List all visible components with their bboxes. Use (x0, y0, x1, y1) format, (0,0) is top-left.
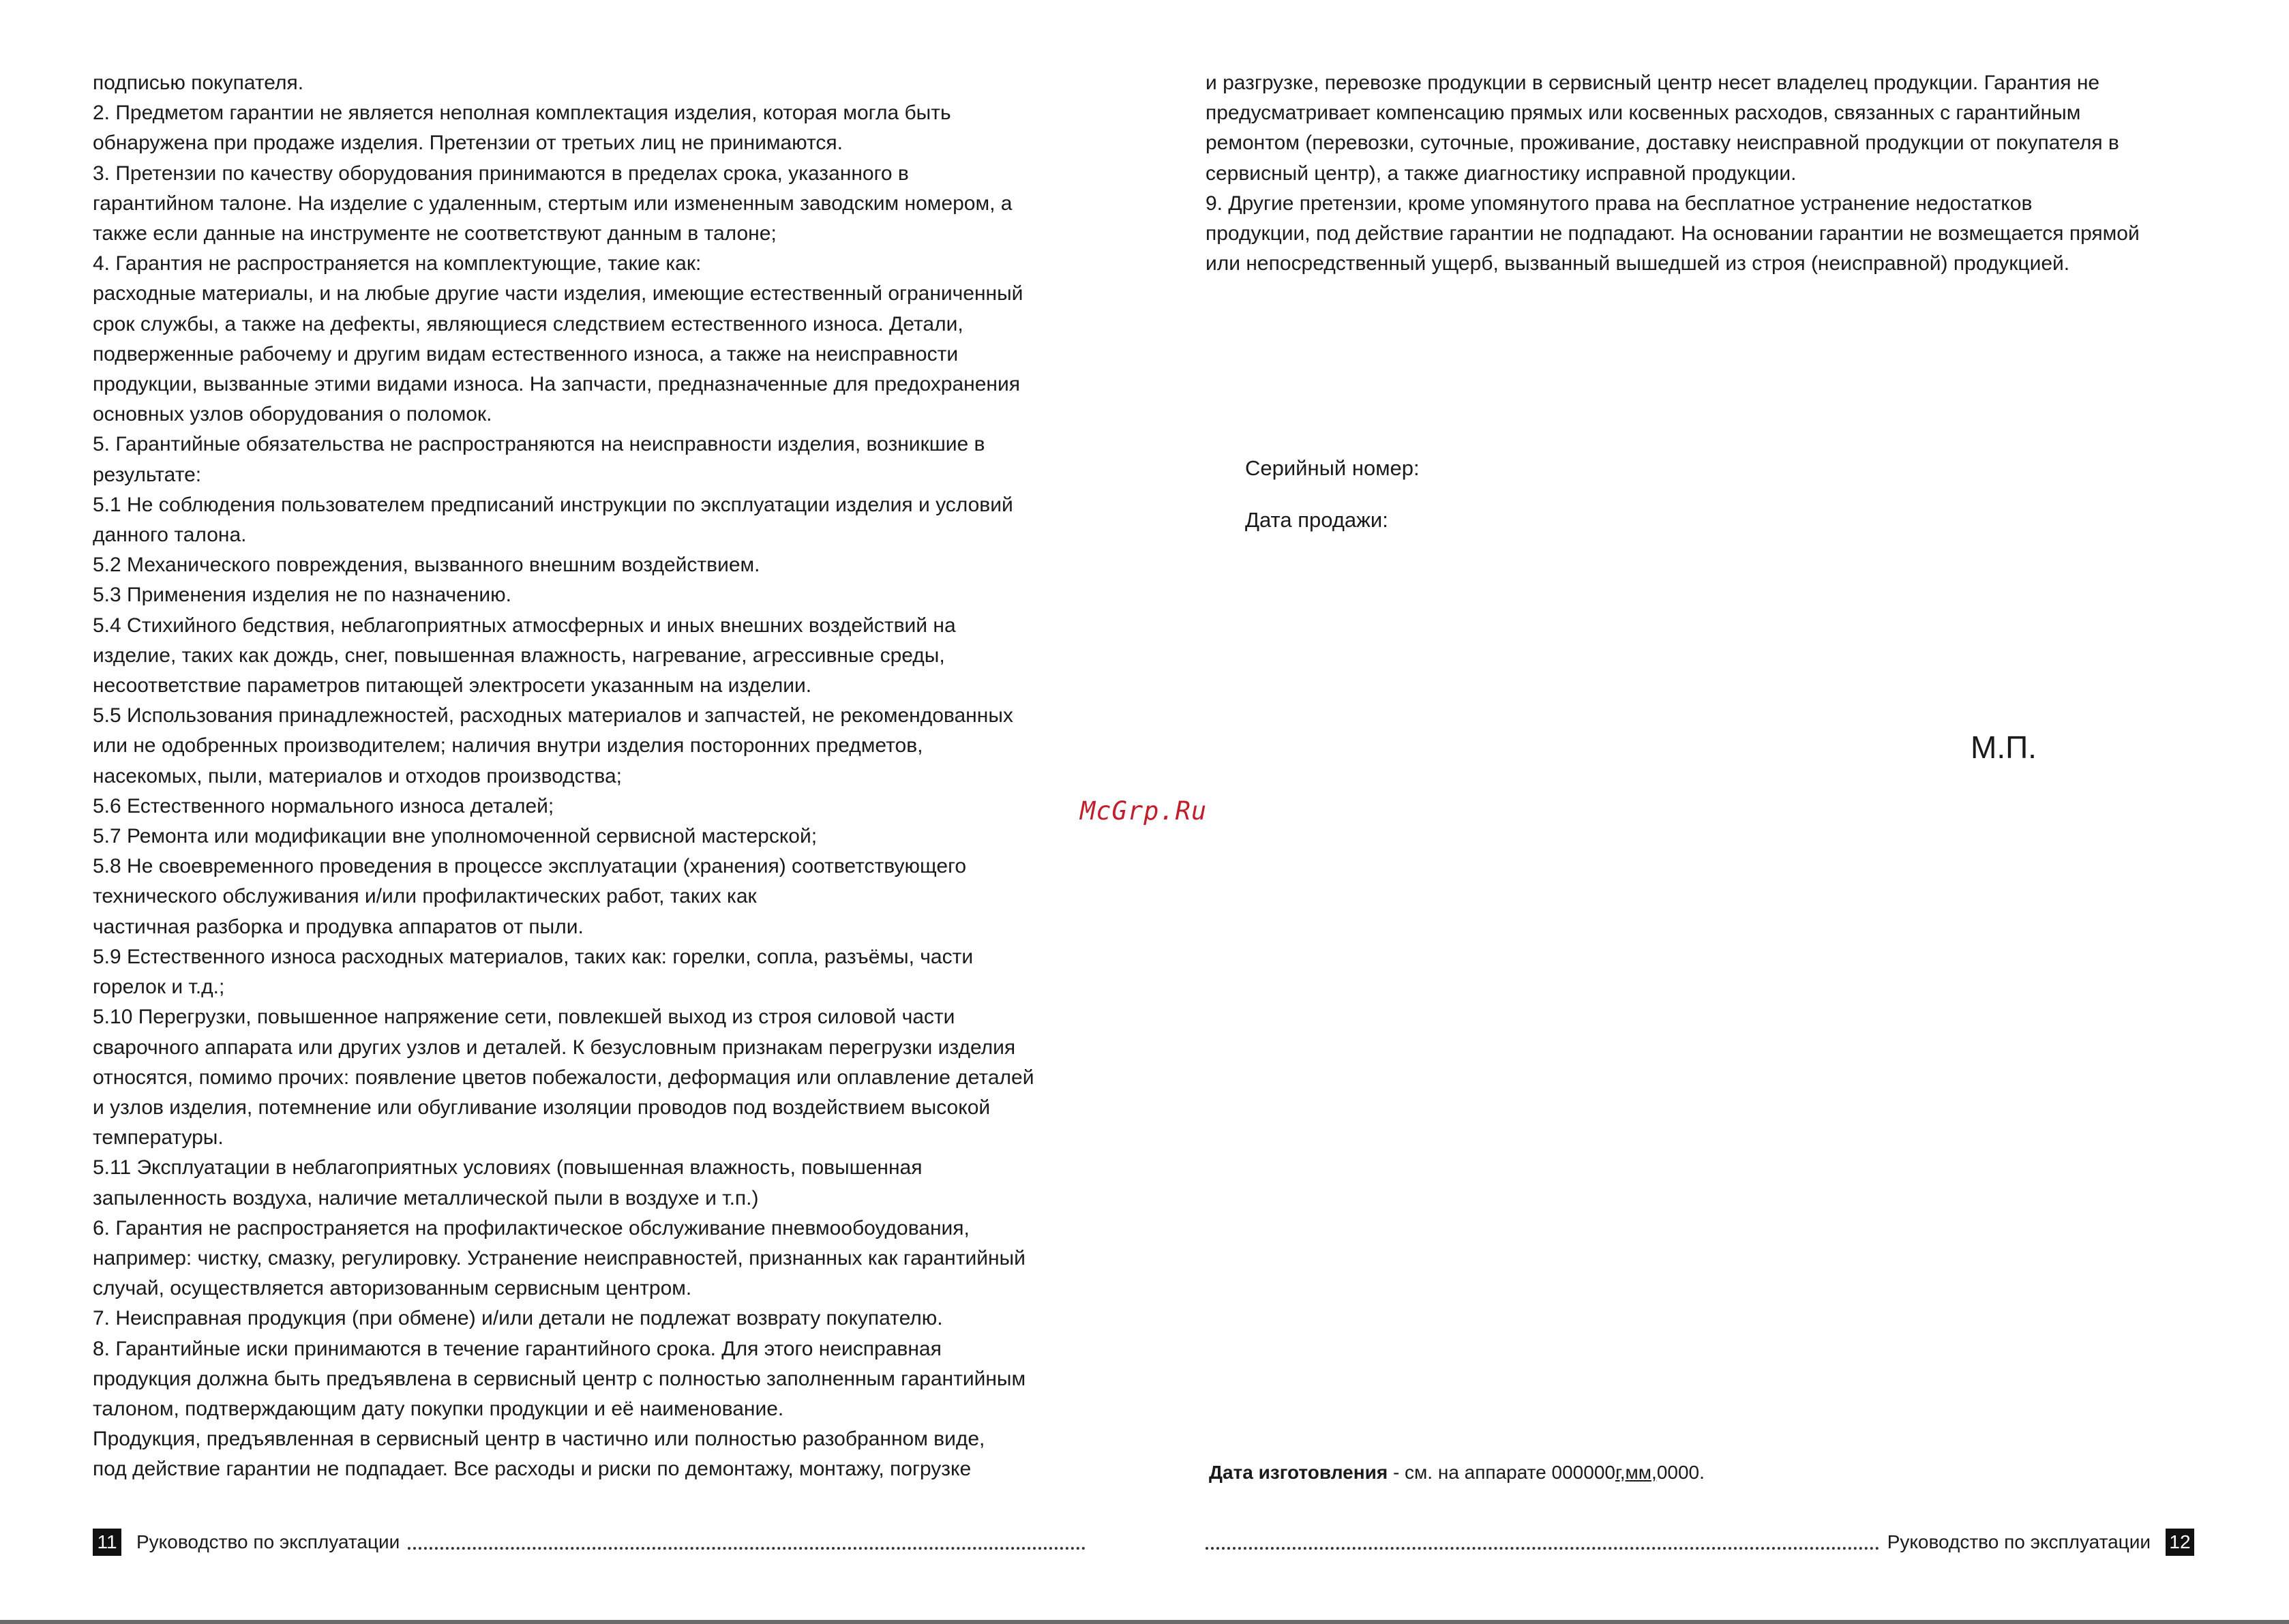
text-line: 4. Гарантия не распространяется на комплектующие, такие как: (93, 252, 702, 275)
text-line: изделие, таких как дождь, снег, повышенная влажность, нагревание, агрессивные среды, (93, 644, 945, 667)
text-line: 7. Неисправная продукция (при обмене) и/или детали не подлежат возврату покупателю. (93, 1307, 943, 1330)
bottom-edge-bar (0, 1620, 2289, 1624)
text-line: например: чистку, смазку, регулировку. Устранение неисправностей, признанных как гарантийный (93, 1246, 1026, 1269)
text-line: или непосредственный ущерб, вызванный вышедшей из строя (неисправной) продукцией. (1206, 252, 2070, 275)
page-number: 11 (93, 1529, 121, 1556)
right-page-footer (1206, 1527, 2194, 1557)
text-line: относятся, помимо прочих: появление цветов побежалости, деформация или оплавление деталей (93, 1066, 1034, 1089)
text-line: гарантийном талоне. На изделие с удаленным, стертым или измененным заводским номером, а (93, 192, 1013, 215)
text-line: 5.6 Естественного нормального износа деталей; (93, 794, 554, 817)
text-line: продукции, вызванные этими видами износа. На запчасти, предназначенные для предохранения (93, 373, 1020, 396)
text-line: подписью покупателя. (93, 72, 304, 94)
watermark: McGrp.Ru (1080, 796, 1208, 826)
text-line: насекомых, пыли, материалов и отходов производства; (93, 764, 622, 787)
right-page-text (1206, 68, 2201, 279)
text-line: запыленность воздуха, наличие металлической пыли в воздухе и т.п.) (93, 1186, 759, 1209)
text-line: или не одобренных производителем; наличия внутри изделия посторонних предметов, (93, 734, 923, 757)
text-line: технического обслуживания и/или профилактических работ, таких как (93, 885, 757, 908)
text-line: продукции, под действие гарантии не подпадают. На основании гарантии не возмещается прямой (1206, 222, 2140, 245)
dotted-leader (408, 1544, 1086, 1550)
manufacture-date-suffix: 0000. (1656, 1462, 1705, 1483)
text-line: 5.11 Эксплуатации в неблагоприятных условиях (повышенная влажность, повышенная (93, 1156, 923, 1179)
text-line: 5.10 Перегрузки, повышенное напряжение сети, повлекшей выход из строя силовой части (93, 1006, 955, 1029)
manufacture-date-code: г,мм, (1615, 1462, 1657, 1483)
manufacture-date-text: - см. на аппарате 000000 (1388, 1462, 1615, 1483)
text-line: предусматривает компенсацию прямых или косвенных расходов, связанных с гарантийным (1206, 102, 2081, 125)
text-line: 5.4 Стихийного бедствия, неблагоприятных атмосферных и иных внешних воздействий на (93, 614, 956, 637)
text-line: 3. Претензии по качеству оборудования принимаются в пределах срока, указанного в (93, 162, 909, 185)
text-line: ремонтом (перевозки, суточные, проживание, доставку неисправной продукции от покупателя в (1206, 132, 2119, 155)
left-page-footer (93, 1527, 1086, 1557)
text-line: 5.7 Ремонта или модификации вне уполномоченной сервисной мастерской; (93, 825, 818, 848)
text-line: сварочного аппарата или других узлов и деталей. К безусловным признакам перегрузки изделия (93, 1036, 1016, 1059)
text-line: 2. Предметом гарантии не является неполная комплектация изделия, которая могла быть (93, 102, 951, 125)
text-line: несоответствие параметров питающей электросети указанным на изделии. (93, 674, 812, 697)
text-line: срок службы, а также на дефекты, являющиеся следствием естественного износа. Детали, (93, 312, 963, 335)
page-number: 12 (2166, 1529, 2194, 1556)
text-line: 5.1 Не соблюдения пользователем предписаний инструкции по эксплуатации изделия и условий (93, 493, 1013, 516)
text-line: и разгрузке, перевозке продукции в сервисный центр несет владелец продукции. Гарантия не (1206, 72, 2100, 94)
text-line: горелок и т.д.; (93, 976, 225, 999)
footer-title: Руководство по эксплуатации (1887, 1531, 2151, 1552)
manufacture-date-note (1209, 1459, 1705, 1486)
text-line: температуры. (93, 1126, 224, 1149)
text-line: 5.5 Использования принадлежностей, расходных материалов и запчастей, не рекомендованных (93, 704, 1013, 727)
left-page-text (93, 68, 1088, 1485)
text-line: расходные материалы, и на любые другие части изделия, имеющие естественный ограниченный (93, 282, 1023, 305)
dotted-leader (1206, 1544, 1879, 1550)
text-line: подверженные рабочему и другим видам естественного износа, а также на неисправности (93, 342, 959, 365)
text-line: 5. Гарантийные обязательства не распространяются на неисправности изделия, возникшие в (93, 433, 985, 456)
text-line: результате: (93, 463, 202, 486)
text-line: 8. Гарантийные иски принимаются в течение гарантийного срока. Для этого неисправная (93, 1337, 942, 1360)
text-line: и узлов изделия, потемнение или обугливание изоляции проводов под воздействием высокой (93, 1096, 991, 1119)
text-line: также если данные на инструменте не соответствуют данным в талоне; (93, 222, 777, 245)
text-line: продукция должна быть предъявлена в сервисный центр с полностью заполненным гарантийным (93, 1367, 1026, 1390)
text-line: талоном, подтверждающим дату покупки продукции и её наименование. (93, 1397, 784, 1420)
text-line: под действие гарантии не подпадает. Все расходы и риски по демонтажу, монтажу, погрузке (93, 1458, 972, 1481)
text-line: сервисный центр), а также диагностику исправной продукции. (1206, 162, 1797, 185)
stamp-placeholder: М.П. (1971, 730, 2037, 765)
text-line: 9. Другие претензии, кроме упомянутого права на бесплатное устранение недостатков (1206, 192, 2033, 215)
text-line: Продукция, предъявленная в сервисный центр в частично или полностью разобранном виде, (93, 1428, 985, 1451)
text-line: обнаружена при продаже изделия. Претензии от третьих лиц не принимаются. (93, 132, 843, 155)
text-line: 5.8 Не своевременного проведения в процессе эксплуатации (хранения) соответствующего (93, 855, 967, 878)
text-line: 6. Гарантия не распространяется на профилактическое обслуживание пневмообоудования, (93, 1216, 970, 1239)
sale-date-label: Дата продажи: (1245, 508, 1388, 532)
manufacture-date-label: Дата изготовления (1209, 1462, 1388, 1483)
serial-number-label: Серийный номер: (1245, 456, 1420, 480)
text-line: 5.2 Механического повреждения, вызванного внешним воздействием. (93, 554, 760, 577)
text-line: данного талона. (93, 524, 247, 547)
footer-title: Руководство по эксплуатации (136, 1531, 400, 1552)
text-line: основных узлов оборудования о поломок. (93, 403, 492, 426)
text-line: случай, осуществляется авторизованным сервисным центром. (93, 1277, 692, 1300)
text-line: частичная разборка и продувка аппаратов от пыли. (93, 915, 584, 938)
text-line: 5.3 Применения изделия не по назначению. (93, 584, 511, 607)
text-line: 5.9 Естественного износа расходных материалов, таких как: горелки, сопла, разъёмы, части (93, 945, 974, 968)
